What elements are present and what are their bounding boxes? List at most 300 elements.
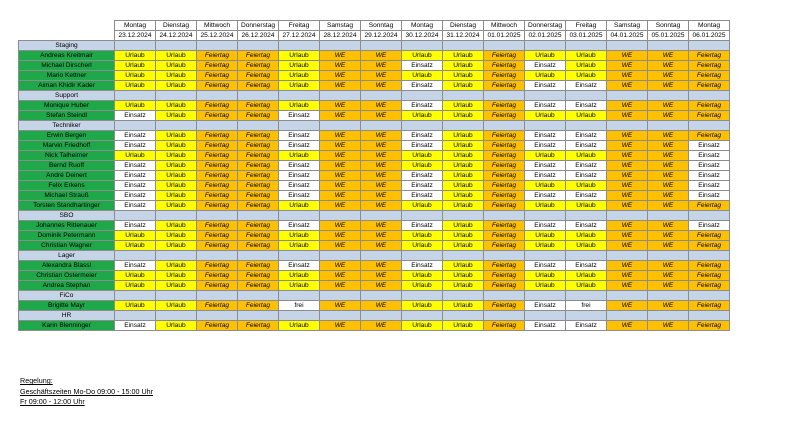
status-cell: Feiertag — [197, 151, 238, 161]
status-cell: WE — [361, 321, 402, 331]
section-fill-cell — [238, 251, 279, 261]
status-cell: WE — [648, 161, 689, 171]
section-fill-cell — [443, 91, 484, 101]
day-header: Montag — [115, 21, 156, 31]
status-cell: Feiertag — [197, 191, 238, 201]
day-header: Freitag — [279, 21, 320, 31]
section-fill-cell — [689, 291, 730, 301]
status-cell: WE — [607, 321, 648, 331]
status-cell: Urlaub — [115, 241, 156, 251]
status-cell: Feiertag — [484, 271, 525, 281]
status-cell: Urlaub — [443, 111, 484, 121]
section-row — [19, 91, 730, 101]
status-cell: WE — [607, 151, 648, 161]
status-cell: Einsatz — [279, 181, 320, 191]
status-cell: Einsatz — [402, 261, 443, 271]
section-fill-cell — [402, 251, 443, 261]
status-cell: WE — [361, 281, 402, 291]
section-fill-cell — [197, 91, 238, 101]
date-header: 30.12.2024 — [402, 31, 443, 41]
status-cell: Einsatz — [115, 181, 156, 191]
status-cell: WE — [361, 51, 402, 61]
section-fill-cell — [197, 121, 238, 131]
section-title: SBO — [19, 211, 115, 221]
section-fill-cell — [525, 41, 566, 51]
notes-line-friday-hours: Fr 09:00 - 12:00 Uhr — [20, 397, 85, 406]
status-cell: Feiertag — [238, 241, 279, 251]
status-cell: Urlaub — [525, 51, 566, 61]
section-fill-cell — [197, 311, 238, 321]
status-cell: Feiertag — [197, 101, 238, 111]
status-cell: Feiertag — [197, 71, 238, 81]
notes-block — [20, 376, 153, 408]
status-cell: Urlaub — [279, 81, 320, 91]
status-cell: Feiertag — [238, 61, 279, 71]
status-cell: Urlaub — [279, 281, 320, 291]
section-fill-cell — [238, 41, 279, 51]
status-cell: Feiertag — [484, 241, 525, 251]
status-cell: Einsatz — [525, 141, 566, 151]
section-fill-cell — [484, 291, 525, 301]
status-cell: Einsatz — [525, 221, 566, 231]
status-cell: Urlaub — [156, 161, 197, 171]
status-cell: Urlaub — [525, 181, 566, 191]
section-fill-cell — [648, 291, 689, 301]
status-cell: Feiertag — [689, 281, 730, 291]
status-cell: Urlaub — [115, 231, 156, 241]
status-cell: Feiertag — [689, 71, 730, 81]
status-cell: WE — [320, 321, 361, 331]
status-cell: Einsatz — [566, 191, 607, 201]
section-fill-cell — [566, 211, 607, 221]
status-cell: Urlaub — [402, 201, 443, 211]
status-cell: Urlaub — [402, 51, 443, 61]
status-cell: Feiertag — [238, 101, 279, 111]
status-cell: Feiertag — [197, 221, 238, 231]
status-cell: Feiertag — [238, 171, 279, 181]
status-cell: WE — [607, 191, 648, 201]
section-fill-cell — [320, 91, 361, 101]
section-fill-cell — [607, 311, 648, 321]
date-header: 06.01.2025 — [689, 31, 730, 41]
status-cell: Einsatz — [279, 111, 320, 121]
section-fill-cell — [115, 211, 156, 221]
status-cell: Urlaub — [156, 131, 197, 141]
schedule-sheet — [18, 20, 730, 331]
section-fill-cell — [197, 291, 238, 301]
section-fill-cell — [689, 41, 730, 51]
status-cell: Urlaub — [566, 111, 607, 121]
status-cell: Urlaub — [402, 241, 443, 251]
status-cell: Urlaub — [156, 221, 197, 231]
section-fill-cell — [689, 311, 730, 321]
day-header: Sonntag — [648, 21, 689, 31]
employee-row — [19, 131, 730, 141]
status-cell: Urlaub — [566, 181, 607, 191]
status-cell: Feiertag — [484, 191, 525, 201]
status-cell: Urlaub — [156, 191, 197, 201]
employee-row — [19, 271, 730, 281]
employee-name: Erwin Bergen — [19, 131, 115, 141]
employee-row — [19, 241, 730, 251]
status-cell: Urlaub — [525, 201, 566, 211]
employee-name: Alexandra Blassl — [19, 261, 115, 271]
day-header: Samstag — [320, 21, 361, 31]
status-cell: WE — [607, 161, 648, 171]
employee-row — [19, 101, 730, 111]
employee-row — [19, 301, 730, 311]
section-fill-cell — [238, 211, 279, 221]
employee-name: Michael Dirscherl — [19, 61, 115, 71]
status-cell: WE — [361, 191, 402, 201]
day-header: Mittwoch — [484, 21, 525, 31]
section-fill-cell — [156, 251, 197, 261]
status-cell: Urlaub — [566, 71, 607, 81]
status-cell: Urlaub — [443, 171, 484, 181]
status-cell: Einsatz — [525, 131, 566, 141]
status-cell: Feiertag — [197, 301, 238, 311]
date-header: 03.01.2025 — [566, 31, 607, 41]
section-fill-cell — [484, 121, 525, 131]
status-cell: Urlaub — [566, 201, 607, 211]
employee-name: Nick Talheimer — [19, 151, 115, 161]
section-fill-cell — [115, 121, 156, 131]
status-cell: Einsatz — [115, 191, 156, 201]
status-cell: Urlaub — [156, 51, 197, 61]
date-header: 26.12.2024 — [238, 31, 279, 41]
status-cell: Urlaub — [402, 161, 443, 171]
status-cell: Urlaub — [402, 271, 443, 281]
section-fill-cell — [156, 91, 197, 101]
status-cell: Feiertag — [689, 111, 730, 121]
status-cell: Feiertag — [197, 61, 238, 71]
status-cell: WE — [648, 241, 689, 251]
employee-name: Christian Wagner — [19, 241, 115, 251]
status-cell: Feiertag — [484, 221, 525, 231]
status-cell: Feiertag — [689, 201, 730, 211]
status-cell: Urlaub — [279, 61, 320, 71]
status-cell: Urlaub — [443, 61, 484, 71]
status-cell: Urlaub — [402, 111, 443, 121]
section-fill-cell — [648, 41, 689, 51]
status-cell: Urlaub — [115, 71, 156, 81]
status-cell: Einsatz — [115, 131, 156, 141]
section-fill-cell — [443, 121, 484, 131]
status-cell: WE — [607, 281, 648, 291]
status-cell: Einsatz — [525, 321, 566, 331]
status-cell: Einsatz — [689, 161, 730, 171]
status-cell: Urlaub — [279, 151, 320, 161]
status-cell: Urlaub — [156, 171, 197, 181]
section-fill-cell — [156, 211, 197, 221]
status-cell: Urlaub — [443, 151, 484, 161]
status-cell: Feiertag — [197, 161, 238, 171]
section-fill-cell — [361, 41, 402, 51]
status-cell: Feiertag — [238, 301, 279, 311]
status-cell: Einsatz — [115, 111, 156, 121]
status-cell: WE — [361, 261, 402, 271]
employee-name: Brigitte Mayr — [19, 301, 115, 311]
section-fill-cell — [443, 291, 484, 301]
status-cell: Einsatz — [525, 191, 566, 201]
employee-row — [19, 141, 730, 151]
status-cell: WE — [648, 181, 689, 191]
status-cell: WE — [607, 51, 648, 61]
status-cell: WE — [320, 131, 361, 141]
section-fill-cell — [525, 311, 566, 321]
status-cell: Urlaub — [566, 271, 607, 281]
status-cell: WE — [648, 61, 689, 71]
status-cell: WE — [320, 191, 361, 201]
section-fill-cell — [484, 311, 525, 321]
section-fill-cell — [279, 211, 320, 221]
section-fill-cell — [648, 251, 689, 261]
status-cell: Feiertag — [238, 161, 279, 171]
day-header: Sonntag — [361, 21, 402, 31]
status-cell: WE — [648, 131, 689, 141]
status-cell: WE — [320, 171, 361, 181]
status-cell: WE — [361, 301, 402, 311]
day-header: Samstag — [607, 21, 648, 31]
status-cell: Urlaub — [115, 151, 156, 161]
status-cell: Urlaub — [156, 181, 197, 191]
section-fill-cell — [689, 121, 730, 131]
section-fill-cell — [361, 311, 402, 321]
status-cell: Feiertag — [484, 111, 525, 121]
status-cell: Feiertag — [484, 151, 525, 161]
section-fill-cell — [156, 41, 197, 51]
section-fill-cell — [689, 251, 730, 261]
status-cell: Einsatz — [279, 191, 320, 201]
section-fill-cell — [484, 211, 525, 221]
status-cell: Einsatz — [115, 201, 156, 211]
status-cell: Urlaub — [443, 231, 484, 241]
section-title: Staging — [19, 41, 115, 51]
status-cell: Urlaub — [156, 271, 197, 281]
status-cell: WE — [320, 241, 361, 251]
status-cell: WE — [648, 221, 689, 231]
status-cell: Einsatz — [279, 141, 320, 151]
status-cell: Feiertag — [238, 321, 279, 331]
status-cell: Feiertag — [238, 191, 279, 201]
section-title: HR — [19, 311, 115, 321]
status-cell: WE — [607, 221, 648, 231]
status-cell: Einsatz — [115, 141, 156, 151]
status-cell: Einsatz — [566, 101, 607, 111]
section-fill-cell — [689, 211, 730, 221]
section-fill-cell — [566, 291, 607, 301]
status-cell: Urlaub — [525, 271, 566, 281]
employee-name: Karin Blenninger — [19, 321, 115, 331]
status-cell: Feiertag — [197, 201, 238, 211]
status-cell: Urlaub — [443, 321, 484, 331]
section-fill-cell — [279, 41, 320, 51]
status-cell: WE — [648, 191, 689, 201]
section-fill-cell — [648, 121, 689, 131]
employee-row — [19, 151, 730, 161]
section-row — [19, 41, 730, 51]
status-cell: WE — [320, 271, 361, 281]
status-cell: WE — [320, 111, 361, 121]
status-cell: Einsatz — [115, 221, 156, 231]
section-fill-cell — [607, 251, 648, 261]
employee-row — [19, 51, 730, 61]
status-cell: Einsatz — [566, 171, 607, 181]
status-cell: Urlaub — [402, 151, 443, 161]
status-cell: Feiertag — [238, 71, 279, 81]
status-cell: Urlaub — [156, 281, 197, 291]
header-days-row — [19, 21, 730, 31]
status-cell: WE — [648, 201, 689, 211]
schedule-table — [18, 20, 730, 331]
section-fill-cell — [648, 91, 689, 101]
status-cell: Feiertag — [238, 151, 279, 161]
status-cell: Einsatz — [689, 181, 730, 191]
section-fill-cell — [238, 311, 279, 321]
day-header: Freitag — [566, 21, 607, 31]
status-cell: Einsatz — [402, 191, 443, 201]
status-cell: WE — [607, 71, 648, 81]
status-cell: Einsatz — [525, 301, 566, 311]
status-cell: Urlaub — [156, 201, 197, 211]
status-cell: Feiertag — [238, 231, 279, 241]
date-header: 23.12.2024 — [115, 31, 156, 41]
section-fill-cell — [279, 291, 320, 301]
status-cell: Urlaub — [115, 81, 156, 91]
status-cell: Feiertag — [689, 61, 730, 71]
status-cell: Urlaub — [156, 61, 197, 71]
status-cell: Urlaub — [443, 241, 484, 251]
status-cell: Urlaub — [443, 51, 484, 61]
status-cell: Urlaub — [279, 271, 320, 281]
section-fill-cell — [607, 121, 648, 131]
employee-row — [19, 321, 730, 331]
section-fill-cell — [156, 311, 197, 321]
status-cell: WE — [607, 171, 648, 181]
status-cell: WE — [361, 71, 402, 81]
status-cell: Urlaub — [156, 231, 197, 241]
status-cell: Feiertag — [238, 51, 279, 61]
status-cell: Einsatz — [525, 61, 566, 71]
status-cell: WE — [648, 151, 689, 161]
day-header: Dienstag — [443, 21, 484, 31]
section-fill-cell — [402, 91, 443, 101]
employee-row — [19, 171, 730, 181]
status-cell: Feiertag — [197, 51, 238, 61]
notes-line-business-hours: Geschäftszeiten Mo-Do 09:00 - 15:00 Uhr — [20, 386, 154, 396]
date-header: 05.01.2025 — [648, 31, 689, 41]
section-fill-cell — [402, 291, 443, 301]
status-cell: WE — [607, 111, 648, 121]
status-cell: WE — [361, 131, 402, 141]
section-fill-cell — [566, 41, 607, 51]
status-cell: Urlaub — [525, 71, 566, 81]
status-cell: Feiertag — [689, 241, 730, 251]
status-cell: Urlaub — [443, 281, 484, 291]
section-fill-cell — [607, 211, 648, 221]
status-cell: Feiertag — [238, 201, 279, 211]
status-cell: Urlaub — [443, 161, 484, 171]
section-fill-cell — [279, 91, 320, 101]
section-fill-cell — [648, 311, 689, 321]
section-row — [19, 291, 730, 301]
status-cell: Feiertag — [484, 61, 525, 71]
status-cell: WE — [361, 141, 402, 151]
status-cell: Urlaub — [566, 151, 607, 161]
status-cell: Urlaub — [402, 231, 443, 241]
section-row — [19, 211, 730, 221]
status-cell: Einsatz — [525, 171, 566, 181]
status-cell: Urlaub — [115, 51, 156, 61]
status-cell: Urlaub — [279, 241, 320, 251]
status-cell: Feiertag — [238, 281, 279, 291]
section-fill-cell — [566, 251, 607, 261]
section-row — [19, 311, 730, 321]
section-fill-cell — [402, 211, 443, 221]
employee-row — [19, 261, 730, 271]
date-header: 04.01.2025 — [607, 31, 648, 41]
section-row — [19, 121, 730, 131]
section-fill-cell — [443, 251, 484, 261]
status-cell: Einsatz — [525, 101, 566, 111]
date-header: 02.01.2025 — [525, 31, 566, 41]
status-cell: Einsatz — [279, 131, 320, 141]
day-header: Dienstag — [156, 21, 197, 31]
status-cell: Feiertag — [197, 111, 238, 121]
status-cell: WE — [361, 241, 402, 251]
employee-name: Aiman Khidir Kader — [19, 81, 115, 91]
day-header: Donnerstag — [525, 21, 566, 31]
section-fill-cell — [197, 251, 238, 261]
section-fill-cell — [279, 121, 320, 131]
status-cell: Urlaub — [443, 101, 484, 111]
status-cell: Einsatz — [402, 131, 443, 141]
day-header: Donnerstag — [238, 21, 279, 31]
status-cell: Urlaub — [115, 281, 156, 291]
section-fill-cell — [484, 41, 525, 51]
status-cell: WE — [361, 111, 402, 121]
section-fill-cell — [648, 211, 689, 221]
status-cell: WE — [648, 321, 689, 331]
status-cell: Einsatz — [279, 171, 320, 181]
employee-name: Bernd Ruoff — [19, 161, 115, 171]
day-header: Montag — [689, 21, 730, 31]
section-fill-cell — [115, 311, 156, 321]
section-title: Techniker — [19, 121, 115, 131]
status-cell: WE — [361, 151, 402, 161]
status-cell: WE — [648, 71, 689, 81]
status-cell: WE — [361, 101, 402, 111]
status-cell: Feiertag — [197, 231, 238, 241]
status-cell: WE — [361, 231, 402, 241]
status-cell: WE — [361, 271, 402, 281]
employee-row — [19, 181, 730, 191]
status-cell: Feiertag — [238, 81, 279, 91]
status-cell: WE — [607, 301, 648, 311]
status-cell: Urlaub — [402, 321, 443, 331]
employee-row — [19, 61, 730, 71]
employee-name: Christian Ostermeier — [19, 271, 115, 281]
section-fill-cell — [156, 121, 197, 131]
status-cell: Urlaub — [402, 281, 443, 291]
employee-row — [19, 81, 730, 91]
status-cell: WE — [361, 221, 402, 231]
status-cell: Einsatz — [402, 101, 443, 111]
status-cell: Urlaub — [525, 241, 566, 251]
section-fill-cell — [115, 251, 156, 261]
section-fill-cell — [320, 211, 361, 221]
status-cell: Feiertag — [689, 271, 730, 281]
